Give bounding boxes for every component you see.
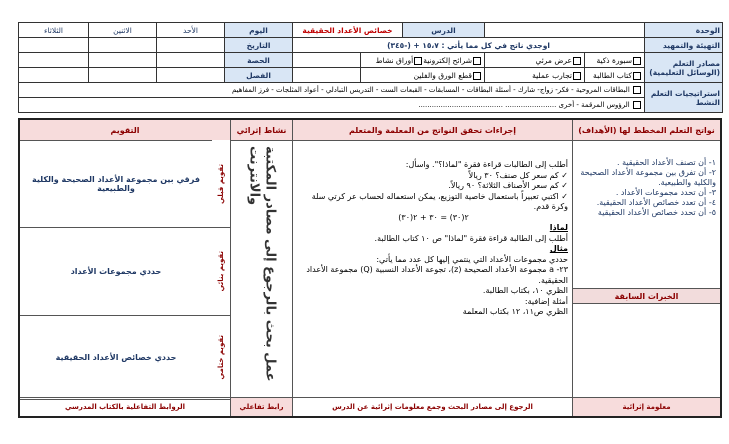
checkbox-icon[interactable] <box>473 72 481 80</box>
class-cell-2[interactable] <box>89 68 157 83</box>
eval-type-pre <box>212 140 230 228</box>
eval-type-label: تقويم قبلي <box>217 163 225 204</box>
intro-value: اوجدي ناتج في كل مما يأتي : ١٥،٧ + (-٣٤٥) <box>293 38 645 53</box>
procedure-line: ✓ كم سعر كل صنف؟ ٣٠ ريالاً <box>468 170 568 180</box>
evaluation-header: التقويم <box>20 120 230 141</box>
checkbox-icon[interactable] <box>473 57 481 65</box>
date-cell-1[interactable] <box>157 38 225 53</box>
resource-foam[interactable] <box>361 68 485 83</box>
class-cell-1[interactable] <box>157 68 225 83</box>
objectives-header: نواتج التعلم المخطط لها (الأهداف) <box>573 120 720 141</box>
checkbox-icon[interactable] <box>573 57 581 65</box>
strategies-dots: ...................................... <box>418 101 503 109</box>
enrichment-info-label: معلومة إثرائية <box>573 397 720 416</box>
checkbox-icon[interactable] <box>633 101 641 109</box>
lesson-main-grid <box>18 118 722 418</box>
strategies-line-2[interactable] <box>19 98 645 113</box>
objectives-list <box>577 158 716 218</box>
eval-type-label: تقويم بنائي <box>217 251 225 292</box>
strategies-text-2: الرؤوس المرقمة - أخرى ....................... <box>505 101 630 109</box>
objective-item: ١- أن تصنف الأعداد الحقيقية . <box>617 158 716 167</box>
activity-text: عمل بحث بالرجوع إلى مصادر المكتبة والانترنت <box>246 146 278 382</box>
evaluation-footer: الروابط التفاعلية بالكتاب المدرسي <box>20 397 230 416</box>
procedures-column <box>292 120 572 416</box>
activity-body <box>231 146 292 394</box>
lesson-value: خصائص الأعداد الحقيقية <box>293 23 403 38</box>
resource-smart-board[interactable] <box>585 53 645 68</box>
unit-value[interactable] <box>485 23 645 38</box>
procedure-line: ✓ كم سعر الأصناف الثلاثة؟ ٩٠ ريالاً. <box>448 181 568 190</box>
eval-type-formative <box>212 228 230 316</box>
day-tuesday: الثلاثاء <box>19 23 89 38</box>
resource-experiments[interactable] <box>485 68 585 83</box>
procedures-body <box>299 160 568 318</box>
resource-label: عرض مرئي <box>535 55 572 65</box>
period-cell-2[interactable] <box>89 53 157 68</box>
resource-slides[interactable] <box>361 53 485 68</box>
lesson-plan-page <box>18 22 722 418</box>
objective-item: ٣- أن تحدد مجموعات الأعداد . <box>615 188 716 197</box>
procedures-header: إجراءات تحقق النواتج من المعلمة والمتعلم <box>293 120 572 141</box>
eval-text-pre: فرقي بين مجموعة الأعداد الصحيحة والكلية والطبيعية <box>20 140 212 228</box>
resources-empty <box>293 53 361 68</box>
resource-label: سبورة ذكية <box>596 55 632 65</box>
activity-column <box>230 120 292 416</box>
procedure-heading: مثال <box>549 244 568 253</box>
unit-label: الوحدة <box>645 23 723 38</box>
eval-text-formative: حددي مجموعات الأعداد <box>20 228 212 316</box>
procedure-line: ✓ اكتبي تعبيراً باستعمال خاصية التوزيع، يمكن استعماله لحساب عر كرتي سلة وكرة قدم. <box>311 191 568 211</box>
procedure-heading: لماذا <box>549 223 568 232</box>
lesson-info-table <box>18 22 723 113</box>
procedure-line: الظري ص١١، ١٢ بكتاب المعلمة <box>462 307 568 316</box>
procedure-line: ٢٣- a مجموعة الأعداد الصحيحة (z)، تجوعة الأعداد النسبية (Q) مجموعة الأعداد الحقيقية. <box>306 265 568 285</box>
previous-experience-header: الخبرات السابقة <box>573 288 720 304</box>
checkbox-icon[interactable] <box>573 72 581 80</box>
eval-type-label: تقويم ختامي <box>217 335 225 380</box>
checkbox-icon[interactable] <box>414 57 422 65</box>
procedure-line: ٢(٣٠) = ٣٠ + ٢(٣٠) <box>398 212 469 222</box>
strategies-line-1[interactable] <box>19 83 645 98</box>
procedures-footer: الرجوع إلى مصادر البحث وجمع معلومات إثرائية عن الدرس <box>293 397 572 416</box>
interactive-link-label: رابط تفاعلي <box>231 397 292 416</box>
procedure-line: أطلب إلى الطالبات قراءة فقرة "لماذا؟". واسأل: <box>405 160 568 169</box>
procedure-line: أطلب إلى الطالبة قراءة فقرة "لماذا" ص ١٠ كتاب الطالبة. <box>374 233 568 243</box>
lesson-label: الدرس <box>403 23 485 38</box>
checkbox-icon[interactable] <box>633 57 641 65</box>
resources-label: مصادر التعلم (الوسائل التعليمية) <box>645 53 723 83</box>
objective-item: ٢- أن تفرق بين مجموعة الأعداد الصحيحة والكلية والطبيعية. <box>580 168 716 187</box>
period-label: الحصة <box>225 53 293 68</box>
evaluation-column <box>20 120 230 416</box>
date-cell-2[interactable] <box>89 38 157 53</box>
intro-label: التهيئة والتمهيد <box>645 38 723 53</box>
objectives-column <box>572 120 720 416</box>
objective-item: ٤- أن تعدد خصائص الأعداد الحقيقية. <box>596 198 716 207</box>
resource-label: تجارب عملية <box>532 70 572 80</box>
date-label: التاريخ <box>225 38 293 53</box>
procedure-line: حددي مجموعات الأعداد التي ينتمي إليها كل عدد مما يأتي: <box>376 254 568 264</box>
resource-video[interactable] <box>485 53 585 68</box>
class-label: الفصل <box>225 68 293 83</box>
day-label: اليوم <box>225 23 293 38</box>
resources-empty-2 <box>293 68 361 83</box>
day-sunday: الأحد <box>157 23 225 38</box>
date-cell-3[interactable] <box>19 38 89 53</box>
procedure-line: الظري ١٠، بكتاب الطالبة. <box>482 286 568 295</box>
period-cell-3[interactable] <box>19 53 89 68</box>
activity-header: نشاط إثرائي <box>231 120 292 141</box>
resource-label: كتاب الطالبة <box>593 70 632 80</box>
resource-book[interactable] <box>585 68 645 83</box>
strategies-text-1: البطاقات المروحية - فكر- زواج- شارك - أسئلة البطاقات - المسابقات - القبعات الست - التدريس التبادلي - أعواد المثلجات - فرز المفاهيم <box>231 86 630 94</box>
resource-label: شرائح إلكترونية <box>423 55 472 65</box>
period-cell-1[interactable] <box>157 53 225 68</box>
resource-label: أوراق نشاط <box>375 55 414 65</box>
strategies-label: استراتيجيات التعلم النشط <box>645 83 723 113</box>
day-monday: الاثنين <box>89 23 157 38</box>
class-cell-3[interactable] <box>19 68 89 83</box>
eval-type-final <box>212 316 230 400</box>
objective-item: ٥- أن تحدد خصائص الأعداد الحقيقية <box>597 208 716 217</box>
procedure-line: أمثلة إضافية: <box>524 296 568 306</box>
resource-label: قطع الورق والفلين <box>413 70 472 80</box>
checkbox-icon[interactable] <box>633 72 641 80</box>
checkbox-icon[interactable] <box>633 86 641 94</box>
eval-text-final: حددي خصائص الأعداد الحقيقية <box>20 316 212 400</box>
